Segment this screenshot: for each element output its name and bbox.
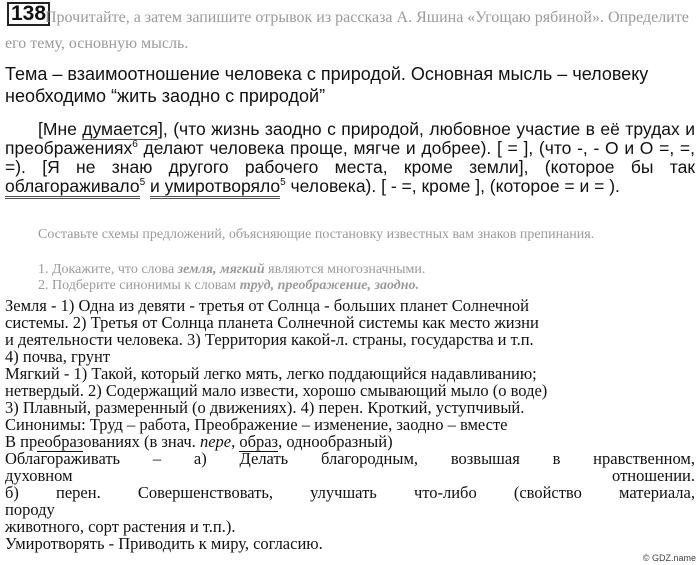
note-line: Умиротворять - Приводить к миру, согласию. — [5, 534, 323, 553]
assignment-2 — [5, 277, 695, 294]
theme-line-2: необходимо “жить заодно с природой” — [5, 86, 326, 106]
quote-text: делают человека проще, мягче и добрее). [ = ], (что -, - О и О =, =, =). [Я не знаю другого рабочего места, кроме земли], (которое бы так — [5, 138, 695, 177]
note-line: породу — [5, 500, 55, 519]
task-text: Прочитайте, а затем запишите отрывок из рассказа А. Яшина «Угощаю рябиной». Определите его тему, основную мысль. — [5, 9, 689, 52]
answer-notes — [5, 297, 695, 552]
assignment-text: являются многозначными. — [264, 262, 426, 277]
exercise-number: 138 — [7, 2, 50, 26]
note-text: отношении. — [612, 466, 695, 485]
footnote-mark: 6 — [132, 139, 138, 151]
note-line: 3) Плавный, размеренный (о движениях). 4) перен. Кроткий, уступчивый. — [5, 398, 525, 417]
note-text: , однообразный) — [278, 432, 393, 451]
underlined-word: и умиротворяло — [150, 176, 280, 199]
underlined-word: думается — [82, 119, 159, 139]
theme-line-1: Тема – взаимоотношение человека с природой. Основная мысль – человеку — [5, 64, 649, 84]
note-text: духовном — [5, 466, 73, 485]
assignment-words: труд, преображение, заодно. — [239, 278, 420, 293]
note-line — [5, 433, 695, 450]
watermark: © GDZ.name — [642, 553, 696, 563]
underlined-word: облагораживало — [5, 176, 140, 199]
note-line: системы. 2) Третья от Солнца планета Солнечной системы как место жизни — [5, 313, 539, 332]
note-line: животного, сорт растения и т.п.). — [5, 517, 236, 536]
note-line: Синонимы: Труд – работа, Преображение – изменение, заодно – вместе — [5, 415, 508, 434]
note-text: образ — [44, 432, 84, 451]
footnote-mark: 5 — [280, 177, 286, 189]
note-line: Земля - 1) Одна из девяти - третья от Солнца - больших планет Солнечной — [5, 296, 529, 315]
note-text: е — [37, 432, 45, 451]
footnote-mark: 5 — [139, 177, 146, 189]
assignment-0: Составьте схемы предложений, объясняющие постановку известных вам знаков препинания. — [38, 227, 595, 242]
note-line — [5, 467, 695, 484]
note-line: Облагораживать – а) Делать благородным, возвышая в нравственном, — [5, 449, 695, 468]
assignment-1 — [5, 261, 695, 278]
quote-text: человека). [ - =, кроме ], (которое = и = ). — [285, 176, 620, 196]
theme-block — [5, 63, 695, 107]
note-line: 4) почва, грунт — [5, 347, 111, 366]
assignment-words: земля, мягкий — [177, 262, 265, 277]
note-line: нетвердый. 2) Содержащий мало извести, хорошо смывающий мыло (о воде) — [5, 381, 548, 400]
note-text: В пр — [5, 432, 38, 451]
note-text: пере — [199, 432, 232, 451]
assignment-text: 2. Подберите синонимы к словам — [38, 278, 240, 293]
quote-text: [Мне — [38, 119, 83, 139]
note-text: , — [231, 432, 240, 451]
quote-text: ], (что жизнь заодно с природой, любовное участие в её трудах и преображениях — [5, 119, 695, 158]
note-line: Мягкий - 1) Такой, который легко мять, легко поддающийся надавливанию; — [5, 364, 537, 383]
note-line: б) перен. Совершенствовать, улучшать что-либо (свойство материала, — [5, 483, 695, 502]
note-text: ованиях (в знач. — [83, 432, 200, 451]
note-text: образ — [239, 432, 279, 451]
note-line: и деятельности человека. 3) Территория какой-л. страны, государства и т.п. — [5, 330, 534, 349]
quote-paragraph — [5, 120, 695, 196]
assignment-text: 1. Докажите, что слова — [38, 262, 178, 277]
